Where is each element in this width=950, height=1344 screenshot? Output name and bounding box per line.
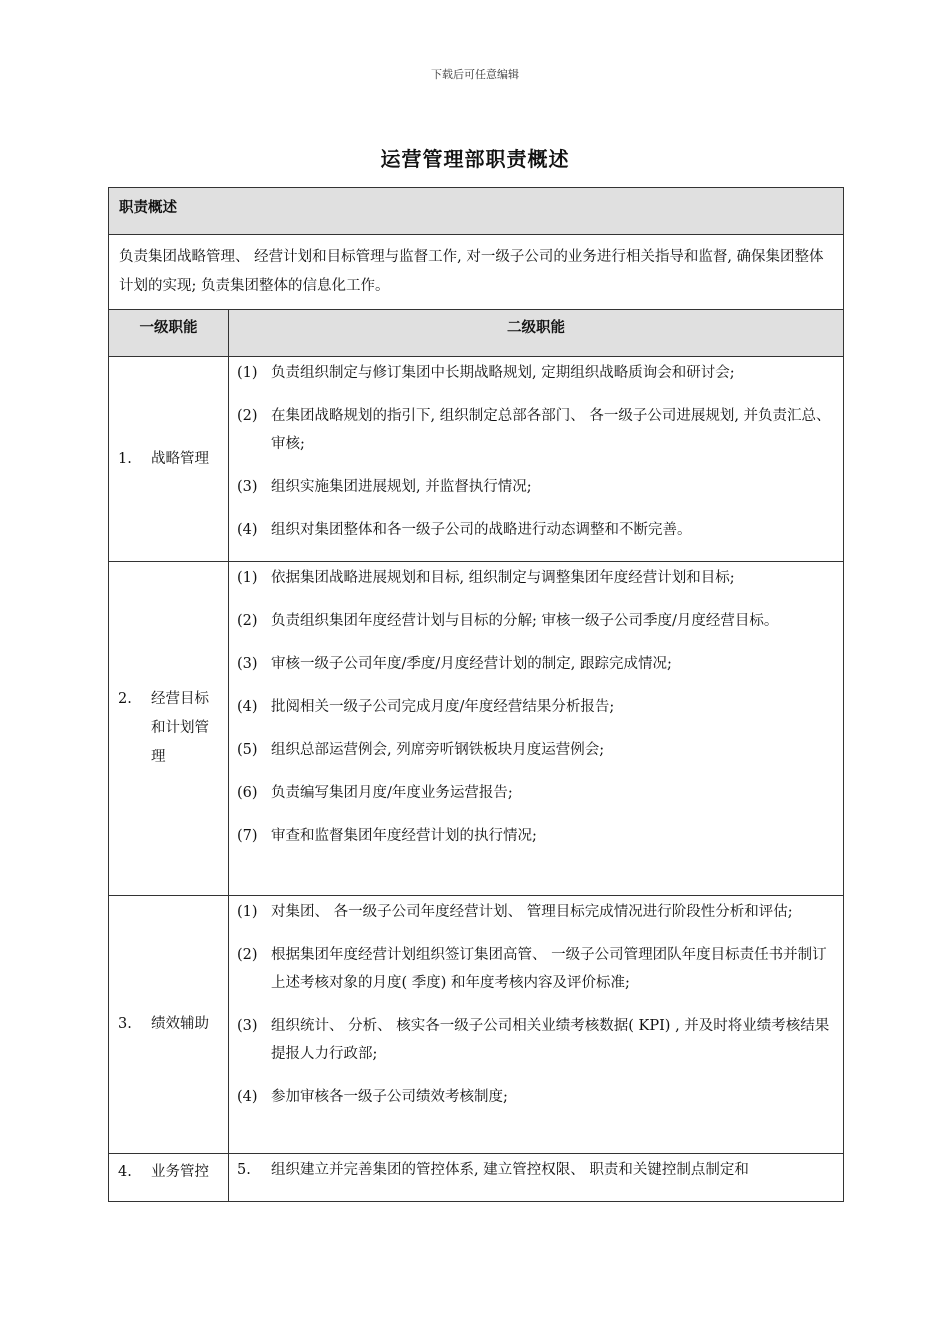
item-number: (1)	[237, 365, 258, 381]
list-item	[237, 736, 835, 764]
item-text: 依据集团战略进展规划和目标, 组织制定与调整集团年度经营计划和目标;	[271, 570, 735, 586]
item-number: (2)	[237, 408, 258, 424]
table-row	[109, 1154, 844, 1202]
item-text: 负责组织集团年度经营计划与目标的分解; 审核一级子公司季度/月度经营目标。	[271, 613, 779, 629]
level1-number: 2.	[118, 691, 132, 707]
level1-number: 1.	[118, 450, 132, 467]
item-text: 审核一级子公司年度/季度/月度经营计划的制定, 跟踪完成情况;	[271, 656, 672, 672]
item-text: 负责组织制定与修订集团中长期战略规划, 定期组织战略质询会和研讨会;	[271, 365, 735, 381]
item-number: (4)	[237, 522, 258, 538]
list-item	[237, 1083, 835, 1111]
list-item	[237, 779, 835, 807]
item-number: (4)	[237, 1089, 258, 1105]
item-text: 参加审核各一级子公司绩效考核制度;	[271, 1089, 508, 1105]
item-number: (1)	[237, 570, 258, 586]
item-text: 根据集团年度经营计划组织签订集团高管、 一级子公司管理团队年度目标责任书并制订上述考核对象的月度( 季度) 和年度考核内容及评价标准;	[271, 947, 827, 991]
col-header-level1: 一级职能	[109, 310, 229, 357]
level1-number: 3.	[118, 1016, 132, 1032]
section-header: 职责概述	[109, 188, 844, 235]
level2-cell	[229, 896, 844, 1154]
list-item	[237, 564, 835, 592]
level2-cell	[229, 357, 844, 562]
item-number: (5)	[237, 742, 258, 758]
item-text: 组织实施集团进展规划, 并监督执行情况;	[271, 479, 532, 495]
level1-name: 绩效辅助	[151, 1016, 209, 1032]
list-item	[237, 693, 835, 721]
level2-cell	[229, 562, 844, 896]
level1-cell	[109, 357, 229, 562]
summary-text: 负责集团战略管理、 经营计划和目标管理与监督工作, 对一级子公司的业务进行相关指导和监督, 确保集团整体计划的实现; 负责集团整体的信息化工作。	[109, 235, 844, 310]
item-number: (1)	[237, 904, 258, 920]
item-text: 在集团战略规划的指引下, 组织制定总部各部门、 各一级子公司进展规划, 并负责汇总、 审核;	[271, 408, 831, 452]
item-number: (3)	[237, 479, 258, 495]
list-item	[237, 473, 835, 501]
level1-cell	[109, 896, 229, 1154]
table-row	[109, 562, 844, 896]
table-row	[109, 357, 844, 562]
item-number: (7)	[237, 828, 258, 844]
item-text: 审查和监督集团年度经营计划的执行情况;	[271, 828, 537, 844]
item-number: (6)	[237, 785, 258, 801]
page-header-note: 下载后可任意编辑	[431, 68, 519, 81]
level1-number: 4.	[118, 1164, 132, 1180]
item-text: 批阅相关一级子公司完成月度/年度经营结果分析报告;	[271, 699, 615, 715]
item-text: 组织对集团整体和各一级子公司的战略进行动态调整和不断完善。	[271, 522, 692, 538]
page-title: 运营管理部职责概述	[380, 147, 570, 171]
item-number: 5.	[237, 1162, 251, 1178]
list-item	[237, 402, 835, 458]
item-number: (3)	[237, 1018, 258, 1034]
item-text: 对集团、 各一级子公司年度经营计划、 管理目标完成情况进行阶段性分析和评估;	[271, 904, 793, 920]
item-number: (3)	[237, 656, 258, 672]
list-item	[237, 898, 835, 926]
item-text: 组织统计、 分析、 核实各一级子公司相关业绩考核数据( KPI) , 并及时将业绩考核结果提报人力行政部;	[271, 1018, 830, 1062]
list-item	[237, 1156, 835, 1184]
list-item	[237, 822, 835, 850]
level1-cell	[109, 562, 229, 896]
item-text: 负责编写集团月度/年度业务运营报告;	[271, 785, 513, 801]
list-item	[237, 941, 835, 997]
level2-cell	[229, 1154, 844, 1202]
item-number: (2)	[237, 947, 258, 963]
list-item	[237, 516, 835, 544]
list-item	[237, 1012, 835, 1068]
level1-name: 战略管理	[151, 450, 209, 467]
table-row	[109, 896, 844, 1154]
item-text: 组织建立并完善集团的管控体系, 建立管控权限、 职责和关键控制点制定和	[271, 1162, 749, 1178]
item-number: (4)	[237, 699, 258, 715]
item-text: 组织总部运营例会, 列席旁听钢铁板块月度运营例会;	[271, 742, 605, 758]
col-header-level2: 二级职能	[229, 310, 844, 357]
list-item	[237, 650, 835, 678]
list-item	[237, 607, 835, 635]
level1-name: 业务管控	[151, 1164, 209, 1180]
level1-cell	[109, 1154, 229, 1202]
list-item	[237, 359, 835, 387]
duties-table	[108, 187, 844, 1202]
item-number: (2)	[237, 613, 258, 629]
level1-name: 经营目标和计划管理	[151, 691, 209, 765]
